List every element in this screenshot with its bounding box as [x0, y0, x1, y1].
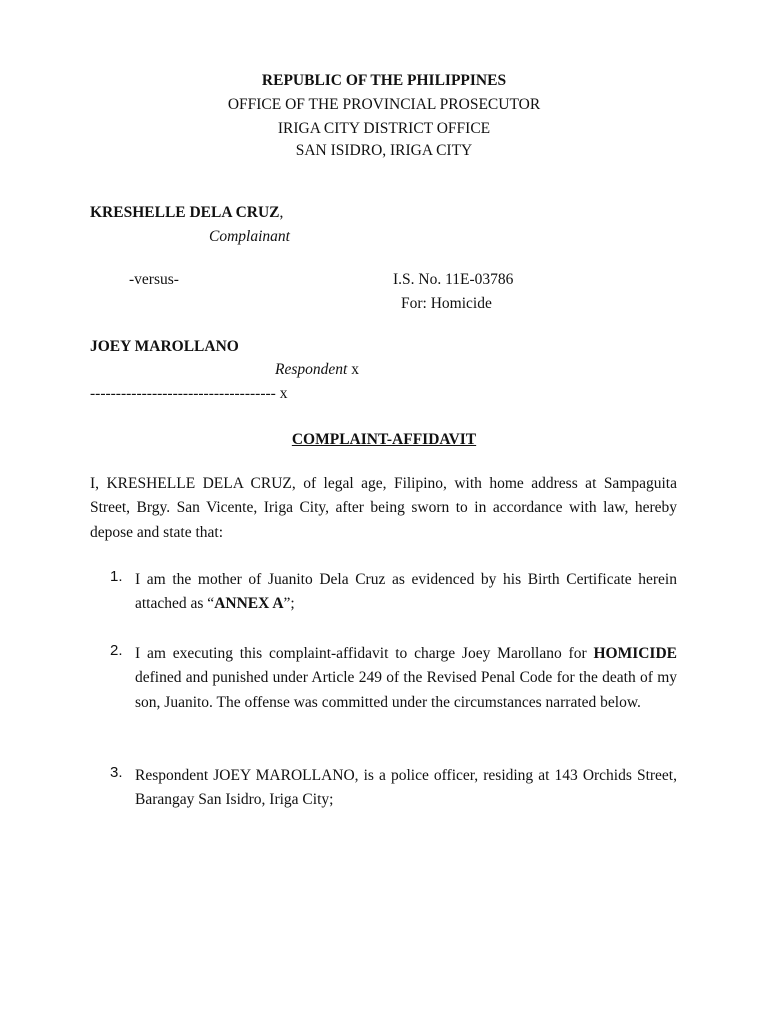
respondent-line	[275, 361, 359, 379]
list-item-text-after: ”;	[283, 595, 295, 613]
list-item-text	[135, 568, 677, 617]
complainant-name: KRESHELLE DELA CRUZ	[90, 204, 280, 221]
document-title: COMPLAINT-AFFIDAVIT	[291, 431, 477, 448]
list-item-text-before: I am executing this complaint-affidavit to charge Joey Marollano for	[135, 645, 594, 662]
header-republic: REPUBLIC OF THE PHILIPPINES	[261, 72, 507, 89]
list-item-text	[135, 642, 677, 715]
list-item	[90, 764, 677, 813]
list-item-text-before: Respondent JOEY MAROLLANO, is a police officer, residing at 143 Orchids Street, Barangay San Isidro, Iriga City;	[135, 767, 677, 809]
list-item	[90, 568, 677, 617]
annex-label: ANNEX A	[214, 595, 284, 613]
list-item-number: 2.	[110, 642, 123, 659]
header-district: IRIGA CITY DISTRICT OFFICE	[277, 120, 491, 137]
versus-label: -versus-	[129, 271, 179, 288]
list-item	[90, 642, 677, 715]
respondent-name: JOEY MAROLLANO	[90, 338, 239, 355]
header-address: SAN ISIDRO, IRIGA CITY	[295, 142, 473, 159]
list-item-number: 3.	[110, 764, 123, 781]
header-office: OFFICE OF THE PROVINCIAL PROSECUTOR	[227, 96, 541, 113]
offense-bold: HOMICIDE	[593, 645, 677, 662]
list-item-text-after: defined and punished under Article 249 of the Revised Penal Code for the death of my son, Juanito. The offense was committed under the circumstances narrated below.	[135, 669, 677, 711]
respondent-x: x	[347, 361, 359, 378]
case-number: I.S. No. 11E-03786	[393, 271, 514, 288]
complainant-role: Complainant	[209, 228, 290, 245]
complainant-line	[90, 204, 283, 222]
caption-divider: ------------------------------------ x	[90, 385, 288, 402]
list-item-text	[135, 764, 677, 813]
complainant-comma: ,	[279, 204, 284, 221]
offense-label: For: Homicide	[401, 295, 492, 312]
respondent-role: Respondent	[275, 361, 348, 378]
list-item-number: 1.	[110, 568, 123, 585]
list-item-text-before: I am the mother of Juanito Dela Cruz as evidenced by his Birth Certificate herein attached as “	[135, 571, 677, 613]
intro-paragraph: I, KRESHELLE DELA CRUZ, of legal age, Filipino, with home address at Sampaguita Street, Brgy. San Vicente, Iriga City, after being sworn to in accordance with law, hereby depose and state that:	[90, 475, 677, 541]
